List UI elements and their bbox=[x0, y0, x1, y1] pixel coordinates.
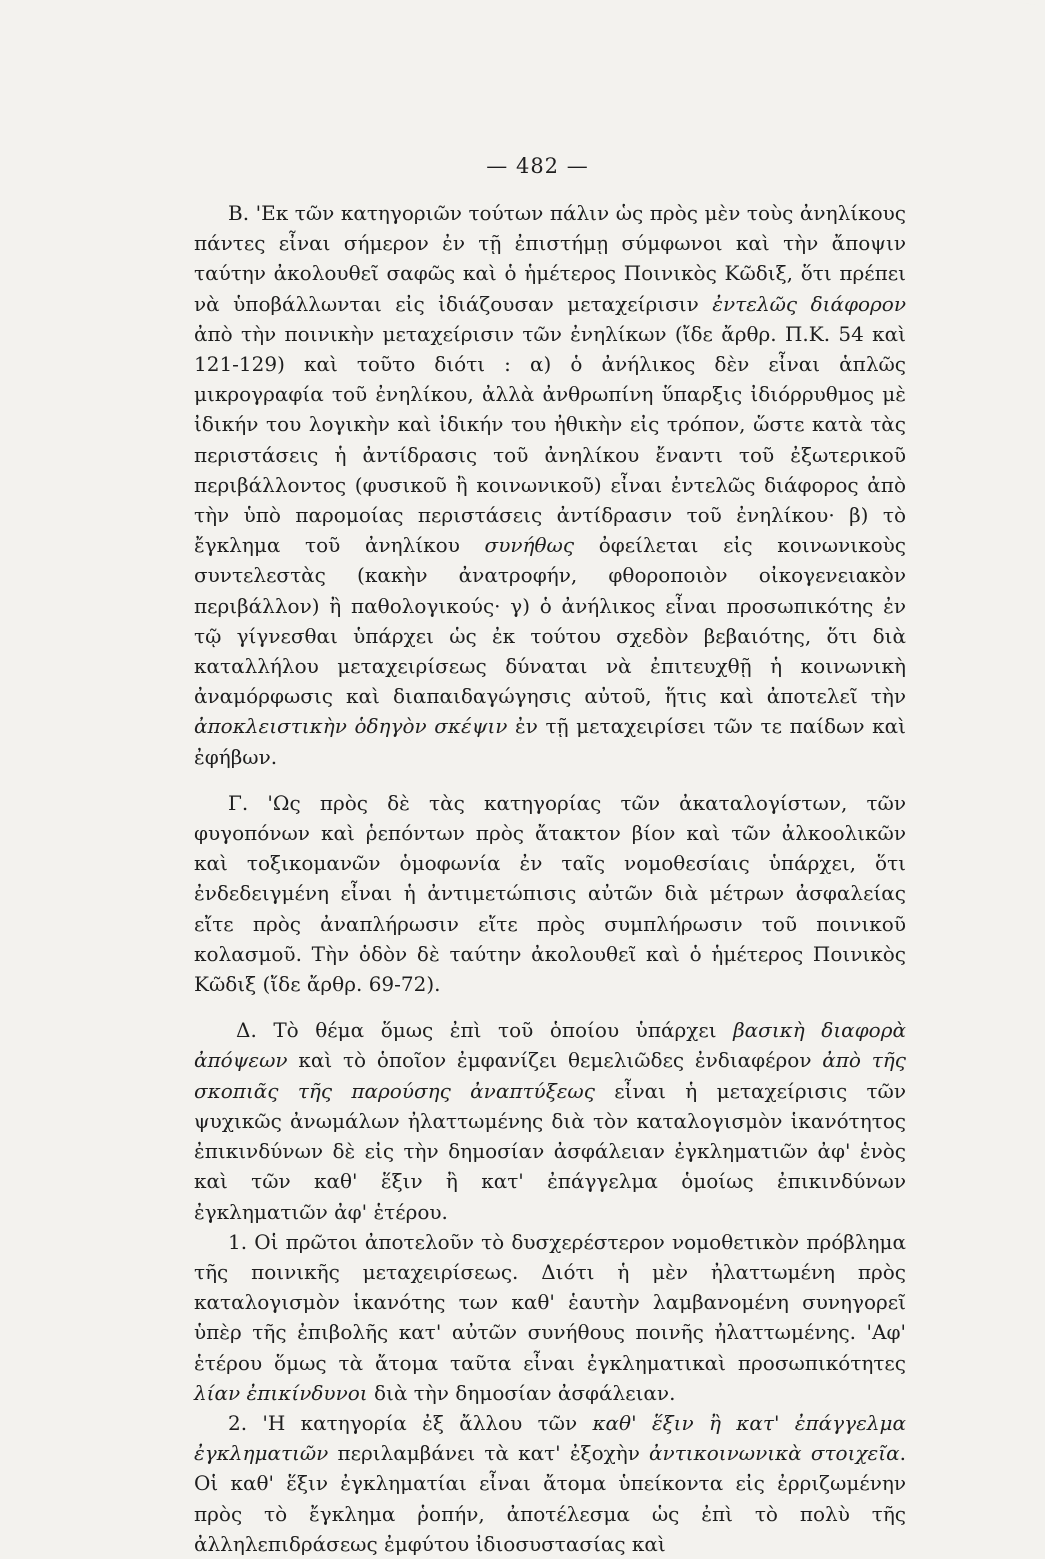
scan-edge-mark bbox=[985, 0, 1045, 24]
body-text bbox=[194, 198, 906, 1559]
section-d-item-2: 2. 'Η κατηγορία ἐξ ἄλλου τῶν καθ' ἕξιν ἢ κατ' ἐπάγγελμα ἐγκληματιῶν περιλαμβάνει τὰ κατ' ἐξοχὴν ἀντικοινωνικὰ στοιχεῖα. Οἱ καθ' ἕξιν ἐγκληματίαι εἶναι ἄτομα ὑπείκοντα εἰς ἐρριζωμένην πρὸς τὸ ἔγκλημα ῥοπήν, ἀποτέλεσμα ὡς ἐπὶ τὸ πολὺ τῆς ἀλληλεπιδράσεως ἐμφύτου ἰδιοσυστασίας καὶ bbox=[194, 1410, 906, 1556]
section-b-paragraph: Β. 'Εκ τῶν κατηγοριῶν τούτων πάλιν ὡς πρὸς μὲν τοὺς ἀνηλίκους πάντες εἶναι σήμερον ἐν τῇ ἐπιστήμῃ σύμφωνοι καὶ τὴν ἄποψιν ταύτην ἀκολουθεῖ σαφῶς καὶ ὁ ἡμέτερος Ποινικὸς Κῶδιξ, ὅτι πρέπει νὰ ὑποβάλλωνται εἰς ἰδιάζουσαν μεταχείρισιν ἐντελῶς διάφορον ἀπὸ τὴν ποινικὴν μεταχείρισιν τῶν ἐνηλίκων (ἴδε ἄρθρ. Π.Κ. 54 καὶ 121-129) καὶ τοῦτο διότι : α) ὁ ἀνήλικος δὲν εἶναι ἁπλῶς μικρογραφία τοῦ ἐνηλίκου, ἀλλὰ ἀνθρωπίνη ὕπαρξις ἰδιόρρυθμος μὲ ἰδικήν του λογικὴν καὶ ἰδικήν του ἠθικὴν εἰς τρόπον, ὥστε κατὰ τὰς περιστάσεις ἡ ἀντίδρασις τοῦ ἀνηλίκου ἔναντι τοῦ ἐξωτερικοῦ περιβάλλοντος (φυσικοῦ ἢ κοινωνικοῦ) εἶναι ἐντελῶς διάφορος ἀπὸ τὴν ὑπὸ παρομοίας περιστάσεις ἀντίδρασιν τοῦ ἐνηλίκου· β) τὸ ἔγκλημα τοῦ ἀνηλίκου συνήθως ὀφείλεται εἰς κοινωνικοὺς συντελεστὰς (κακὴν ἀνατροφήν, φθοροποιὸν οἰκογενειακὸν περιβάλλον) ἢ παθολογικούς· γ) ὁ ἀνήλικος εἶναι προσωπικότης ἐν τῷ γίγνεσθαι ὑπάρχει ὡς ἐκ τούτου σχεδὸν βεβαιότης, ὅτι διὰ καταλλήλου μεταχειρίσεως δύναται νὰ ἐπιτευχθῇ ἡ κοινωνικὴ ἀναμόρφωσις καὶ διαπαιδαγώγησις αὐτοῦ, ἥτις καὶ ἀποτελεῖ τὴν ἀποκλειστικὴν ὁδηγὸν σκέψιν ἐν τῇ μεταχειρίσει τῶν τε παίδων καὶ ἐφήβων. bbox=[194, 201, 907, 769]
section-g-paragraph: Γ. 'Ως πρὸς δὲ τὰς κατηγορίας τῶν ἀκαταλογίστων, τῶν φυγοπόνων καὶ ῥεπόντων πρὸς ἄτακτον βίον καὶ τῶν ἀλκοολικῶν καὶ τοξικομανῶν ὁμοφωνία ἐν ταῖς νομοθεσίαις ὑπάρχει, ὅτι ἐνδεδειγμένη εἶναι ἡ ἀντιμετώπισις αὐτῶν διὰ μέτρων ἀσφαλείας εἴτε πρὸς ἀναπλήρωσιν εἴτε πρὸς συμπλήρωσιν τοῦ ποινικοῦ κολασμοῦ. Τὴν ὁδὸν δὲ ταύτην ἀκολουθεῖ καὶ ὁ ἡμέτερος Ποινικὸς Κῶδιξ (ἴδε ἄρθρ. 69-72). bbox=[194, 790, 906, 997]
section-d-paragraph: Δ. Τὸ θέμα ὅμως ἐπὶ τοῦ ὁποίου ὑπάρχει βασικὴ διαφορὰ ἀπόψεων καὶ τὸ ὁποῖον ἐμφανίζει θεμελιῶδες ἐνδιαφέρον ἀπὸ τῆς σκοπιᾶς τῆς παρούσης ἀναπτύξεως εἶναι ἡ μεταχείρισις τῶν ψυχικῶς ἀνωμάλων ἠλαττωμένης διὰ τὸν καταλογισμὸν ἱκανότητος ἐπικινδύνων δὲ εἰς τὴν δημοσίαν ἀσφάλειαν ἐγκληματιῶν ἀφ' ἑνὸς καὶ τῶν καθ' ἕξιν ἢ κατ' ἐπάγγελμα ὁμοίως ἐπικινδύνων ἐγκληματιῶν ἀφ' ἑτέρου. bbox=[194, 1018, 907, 1224]
page-number: — 482 — bbox=[486, 154, 589, 178]
section-d-item-1: 1. Οἱ πρῶτοι ἀποτελοῦν τὸ δυσχερέστερον νομοθετικὸν πρόβλημα τῆς ποινικῆς μεταχειρίσεως. Διότι ἡ μὲν ἠλαττωμένη πρὸς καταλογισμὸν ἱκανότης των καθ' ἑαυτὴν λαμβανομένη συνηγορεῖ ὑπὲρ τῆς ἐπιβολῆς κατ' αὐτῶν συνήθους ποινῆς ἠλαττωμένης. 'Αφ' ἑτέρου ὅμως τὰ ἄτομα ταῦτα εἶναι ἐγκληματικαὶ προσωπικότητες λίαν ἐπικίνδυνοι διὰ τὴν δημοσίαν ἀσφάλειαν. bbox=[194, 1229, 906, 1405]
